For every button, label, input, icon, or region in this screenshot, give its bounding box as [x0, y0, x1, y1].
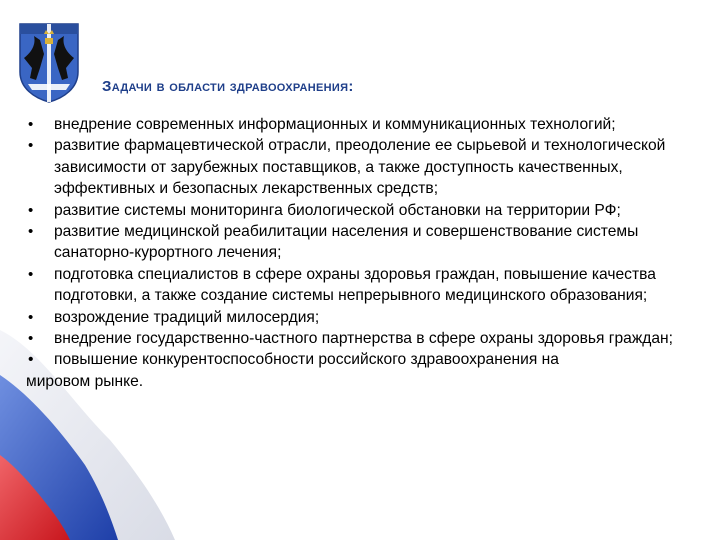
task-list — [26, 114, 716, 392]
list-item: • развитие медицинской реабилитации населения и совершенствование системы санаторно-курортного лечения; — [26, 221, 716, 264]
list-item: • развитие системы мониторинга биологической обстановки на территории РФ; — [26, 200, 716, 221]
list-item: • внедрение государственно-частного партнерства в сфере охраны здоровья граждан; — [26, 328, 716, 349]
list-item-last — [26, 349, 716, 392]
list-item: • внедрение современных информационных и коммуникационных технологий; — [26, 114, 716, 135]
list-item: • подготовка специалистов в сфере охраны здоровья граждан, повышение качества подготовки, а также создание системы непрерывного медицинского образования; — [26, 264, 716, 307]
bullet: • — [28, 351, 34, 369]
list-item-last-text1: повышение конкурентоспособности российского здравоохранения на — [54, 351, 559, 369]
novosibirsk-coat-of-arms-icon — [14, 14, 84, 104]
list-item: • развитие фармацевтической отрасли, преодоление ее сырьевой и технологической зависимости от зарубежных поставщиков, а также доступность качественных, эффективных и безопасных лекарственных средств; — [26, 135, 716, 199]
slide-title: Задачи в области здравоохранения: — [102, 78, 354, 95]
list-item-last-line1 — [26, 349, 716, 370]
list-item-last-line2: мировом рынке. — [26, 372, 144, 390]
list-item: • возрождение традиций милосердия; — [26, 307, 716, 328]
